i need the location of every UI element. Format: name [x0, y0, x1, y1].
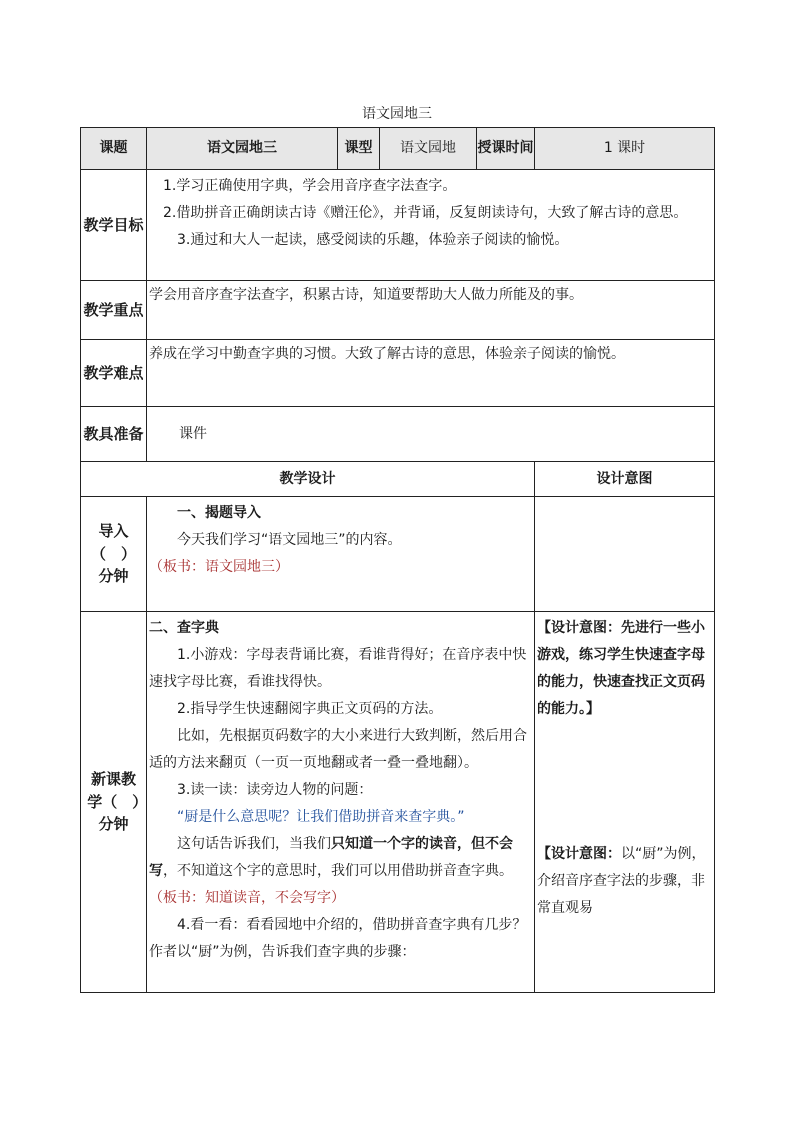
design-header-row [81, 462, 715, 497]
look-paragraph: 4.看一看：看看园地中介绍的，借助拼音查字典有几步？作者以“厨”为例，告诉我们查字典的步骤： [149, 917, 527, 960]
design-header-right: 设计意图 [535, 462, 715, 497]
intro-row [81, 497, 715, 612]
intro-board-note: （板书：语文园地三） [149, 559, 289, 575]
intro-content [147, 497, 535, 612]
design-header-left: 教学设计 [81, 462, 535, 497]
header-row [81, 128, 715, 170]
objectives-row [81, 170, 715, 281]
lesson-plan-table [80, 127, 715, 993]
example-paragraph: 比如，先根据页码数字的大小来进行大致判断，然后用合适的方法来翻页（一页一页地翻或者一叠一叠地翻）。 [149, 728, 527, 771]
topic-value: 语文园地三 [147, 128, 338, 170]
new-lesson-heading: 二、查字典 [149, 620, 219, 636]
intent-note-2-text: 以“厨”为例，介绍音序查字法的步骤，非常直观易 [537, 846, 706, 916]
key-points-label: 教学重点 [81, 281, 147, 340]
explanation-paragraph [149, 831, 532, 912]
key-points-text: 学会用音序查字法查字，积累古诗，知道要帮助大人做力所能及的事。 [147, 281, 715, 340]
objective-item: 2.借助拼音正确朗读古诗《赠汪伦》，并背诵，反复朗读诗句，大致了解古诗的意思。 [163, 205, 688, 221]
hours-value: 1 课时 [535, 128, 715, 170]
objectives-label: 教学目标 [81, 170, 147, 281]
new-lesson-row [81, 612, 715, 993]
difficulties-row [81, 340, 715, 407]
intent-note-2 [537, 841, 712, 922]
intro-heading: 一、揭题导入 [177, 505, 261, 521]
intro-label: 导入（ ）分钟 [81, 497, 147, 612]
page-title: 语文园地三 [362, 106, 432, 122]
objective-item: 1.学习正确使用字典，学会用音序查字法查字。 [163, 178, 457, 194]
type-label: 课型 [338, 128, 380, 170]
difficulties-label: 教学难点 [81, 340, 147, 407]
tools-label: 教具准备 [81, 407, 147, 462]
intent-note-1: 【设计意图：先进行一些小游戏，练习学生快速查字母的能力，快速查找正文页码的能力。】 [537, 620, 705, 717]
intro-intent [535, 497, 715, 612]
objective-item: 3.通过和大人一起读，感受阅读的乐趣，体验亲子阅读的愉悦。 [177, 232, 569, 248]
tools-text: 课件 [147, 407, 715, 462]
new-lesson-label: 新课教学（ ）分钟 [81, 612, 147, 993]
new-lesson-intent [535, 612, 715, 993]
explanation-bold: 只知道一个字的读音，但不会写 [149, 836, 513, 879]
intro-paragraph [149, 527, 532, 581]
objectives-content [147, 170, 715, 281]
quote-paragraph: “厨是什么意思呢？让我们借助拼音来查字典。” [177, 809, 465, 825]
intent-note-2-label: 【设计意图： [537, 846, 621, 862]
page-method-paragraph: 2.指导学生快速翻阅字典正文页码的方法。 [177, 701, 443, 717]
new-lesson-content [147, 612, 535, 993]
explanation-text-a: 这句话告诉我们，当我们 [177, 836, 331, 852]
game-paragraph: 1.小游戏：字母表背诵比赛，看谁背得好；在音序表中快速找字母比赛，看谁找得快。 [149, 647, 527, 690]
difficulties-text: 养成在学习中勤查字典的习惯。大致了解古诗的意思，体验亲子阅读的愉悦。 [147, 340, 715, 407]
read-paragraph: 3.读一读：读旁边人物的问题： [177, 782, 373, 798]
tools-row [81, 407, 715, 462]
explanation-text-c: ，不知道这个字的意思时，我们可以用借助拼音查字典。 [163, 863, 513, 879]
explanation-board-note: （板书：知道读音，不会写字） [149, 890, 345, 906]
intro-text: 今天我们学习“语文园地三”的内容。 [177, 532, 402, 548]
type-value: 语文园地 [380, 128, 477, 170]
topic-label: 课题 [81, 128, 147, 170]
hours-label: 授课时间 [477, 128, 535, 170]
key-points-row [81, 281, 715, 340]
